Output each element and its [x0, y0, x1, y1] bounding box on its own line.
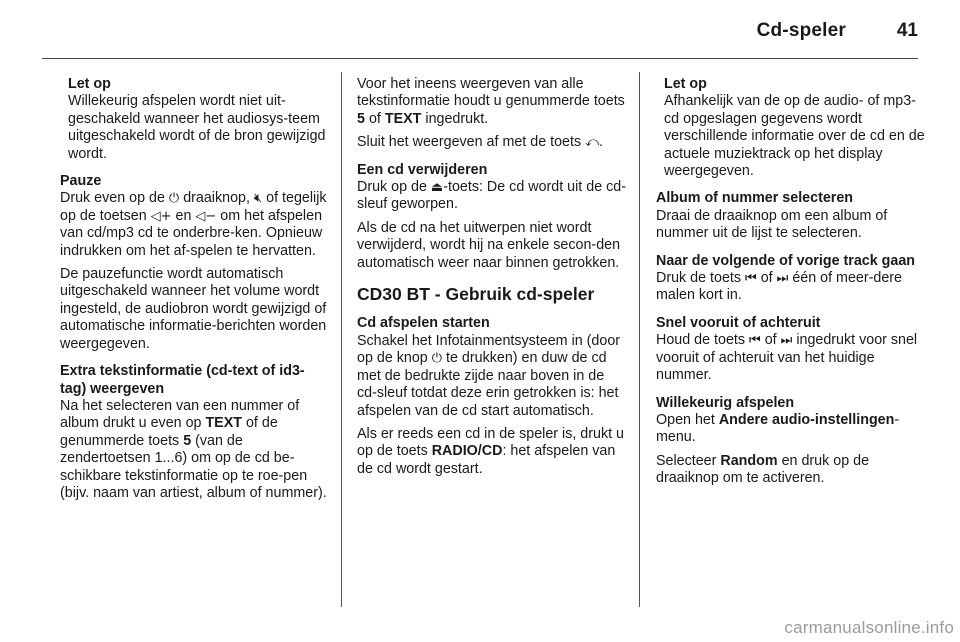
- note-text: Willekeurig afspelen wordt niet uit-geschakeld wanneer het audiosys-teem uitgeschakeld wordt of de bron gewijzigd wordt.: [68, 93, 326, 162]
- heading-pauze: Pauze: [60, 173, 102, 190]
- page-header: [0, 0, 960, 62]
- previous-track-icon: ⏮: [745, 271, 757, 287]
- mute-icon: 🔇︎: [253, 191, 263, 207]
- text: Druk op de: [357, 179, 427, 196]
- text: .: [599, 134, 603, 151]
- text: -menu.: [656, 411, 900, 446]
- note-text: Afhankelijk van de op de audio- of mp3-cd opgeslagen gegevens wordt verschillende informatie over de cd en de actuele muziektrack op het display weergegeven.: [664, 93, 925, 180]
- watermark: carmanualsonline.info: [784, 618, 954, 637]
- text: of tegelijk op de toetsen: [60, 190, 327, 224]
- text: : het afspelen van de cd wordt gestart.: [357, 443, 616, 477]
- heading-next-track: Naar de volgende of vorige track gaan: [656, 252, 916, 269]
- volume-up-icon: ◁+: [150, 208, 172, 224]
- text: en druk op de draaiknop om te activeren.: [656, 452, 870, 487]
- text: -toets: De cd wordt uit de cd-sleuf geworpen.: [357, 179, 626, 213]
- text: Druk de toets: [656, 270, 742, 287]
- text: en: [175, 207, 192, 224]
- next-track-icon: ⏭: [780, 333, 793, 349]
- column-2: [357, 76, 627, 484]
- heading-album: Album of nummer selecteren: [656, 190, 854, 207]
- heading-eject: Een cd verwijderen: [357, 161, 488, 178]
- power-icon: ⏻: [168, 191, 180, 207]
- column-divider-2: [639, 72, 640, 607]
- key-5: 5: [183, 432, 192, 449]
- text: ingedrukt.: [425, 110, 489, 127]
- text: om het afspelen van cd/mp3 cd te onderbre-ken. Opnieuw indrukken om het af-spelen te hervatten.: [60, 207, 323, 259]
- text: ingedrukt voor snel vooruit of achteruit van het huidige nummer.: [656, 332, 918, 384]
- back-icon: ⤺: [585, 135, 600, 151]
- paragraph-start: [357, 333, 627, 420]
- paragraph-start-existing: [357, 426, 627, 478]
- heading-start: Cd afspelen starten: [357, 315, 490, 332]
- random-option: Random: [720, 452, 778, 469]
- power-icon: ⏻: [431, 351, 443, 367]
- volume-down-icon: ◁−: [195, 208, 217, 224]
- heading-random: Willekeurig afspelen: [656, 394, 795, 411]
- text: te drukken) en duw de cd met de bedrukte zijde naar boven in de cd-sleuf totdat deze erin getrokken is: het afspelen van de cd start automatisch.: [357, 350, 619, 419]
- text-key: TEXT: [384, 110, 422, 127]
- header-rule: [42, 58, 918, 59]
- note-title: Let op: [68, 76, 111, 92]
- eject-icon: ⏏: [430, 180, 444, 196]
- text: Als er reeds een cd in de speler is, drukt u op de toets: [357, 425, 625, 460]
- key-5: 5: [357, 110, 365, 127]
- paragraph-eject: [357, 179, 627, 214]
- paragraph-pauze: [60, 190, 330, 260]
- next-track-icon: ⏭: [776, 271, 789, 287]
- text: Selecteer: [656, 452, 717, 469]
- note-title: Let op: [664, 76, 707, 92]
- paragraph-random: [656, 412, 931, 447]
- column-1: [60, 76, 330, 508]
- column-3: [656, 76, 931, 494]
- text: of de genummerde toets: [60, 415, 278, 449]
- column-divider-1: [341, 72, 342, 607]
- text: (van de zendertoetsen 1...6) om op de cd be-schikbare tekstinformatie op te roe-pen (bijv. naam van artiest, album of nummer).: [60, 432, 327, 501]
- text: Houd de toets: [656, 332, 746, 349]
- heading-extra-text: Extra tekstinformatie (cd-text of id3-tag) weergeven: [60, 363, 305, 397]
- heading-fast-forward: Snel vooruit of achteruit: [656, 314, 821, 331]
- page-number: 41: [896, 20, 918, 41]
- text: Na het selecteren van een nummer of album drukt u even op: [60, 397, 300, 432]
- paragraph-eject-auto: Als de cd na het uitwerpen niet wordt verwijderd, wordt hij na enkele secon-den automatisch weer naar binnen getrokken.: [357, 219, 621, 271]
- paragraph-next-track: [656, 270, 931, 305]
- paragraph-extra-text: [60, 398, 330, 502]
- menu-name: Andere audio-instellingen: [718, 411, 895, 428]
- text: Voor het ineens weergeven van alle tekstinformatie houdt u genummerde toets: [357, 76, 625, 110]
- paragraph-pauze-auto: De pauzefunctie wordt automatisch uitgeschakeld wanneer het volume wordt ingesteld, de audiobron wordt gewijzigd of automatische informatie-berichten worden weergegeven.: [60, 266, 327, 352]
- text: Schakel het Infotainmentsysteem in (door op de knop: [357, 332, 621, 367]
- previous-track-icon: ⏮: [749, 333, 761, 349]
- text-key: TEXT: [205, 415, 242, 432]
- paragraph-fast-forward: [656, 332, 931, 384]
- text: Open het: [656, 411, 715, 428]
- text: Druk even op de: [60, 190, 165, 207]
- text: of: [764, 332, 777, 349]
- paragraph-album: Draai de draaiknop om een album of nummer uit de lijst te selecteren.: [656, 207, 888, 242]
- note-random: [68, 76, 330, 163]
- note-display: [664, 76, 931, 180]
- page-title: Cd-speler: [756, 20, 846, 41]
- paragraph-close: [357, 134, 627, 151]
- paragraph-random-activate: [656, 453, 931, 488]
- text: één of meer-dere malen kort in.: [656, 270, 902, 304]
- section-heading-cd30: CD30 BT - Gebruik cd-speler: [357, 284, 595, 305]
- radio-cd-key: RADIO/CD: [431, 443, 503, 460]
- text: Sluit het weergeven af met de toets: [357, 134, 582, 151]
- text: of: [760, 270, 773, 287]
- paragraph-all-text: [357, 76, 627, 128]
- text: draaiknop,: [183, 190, 250, 207]
- text: of: [368, 110, 381, 127]
